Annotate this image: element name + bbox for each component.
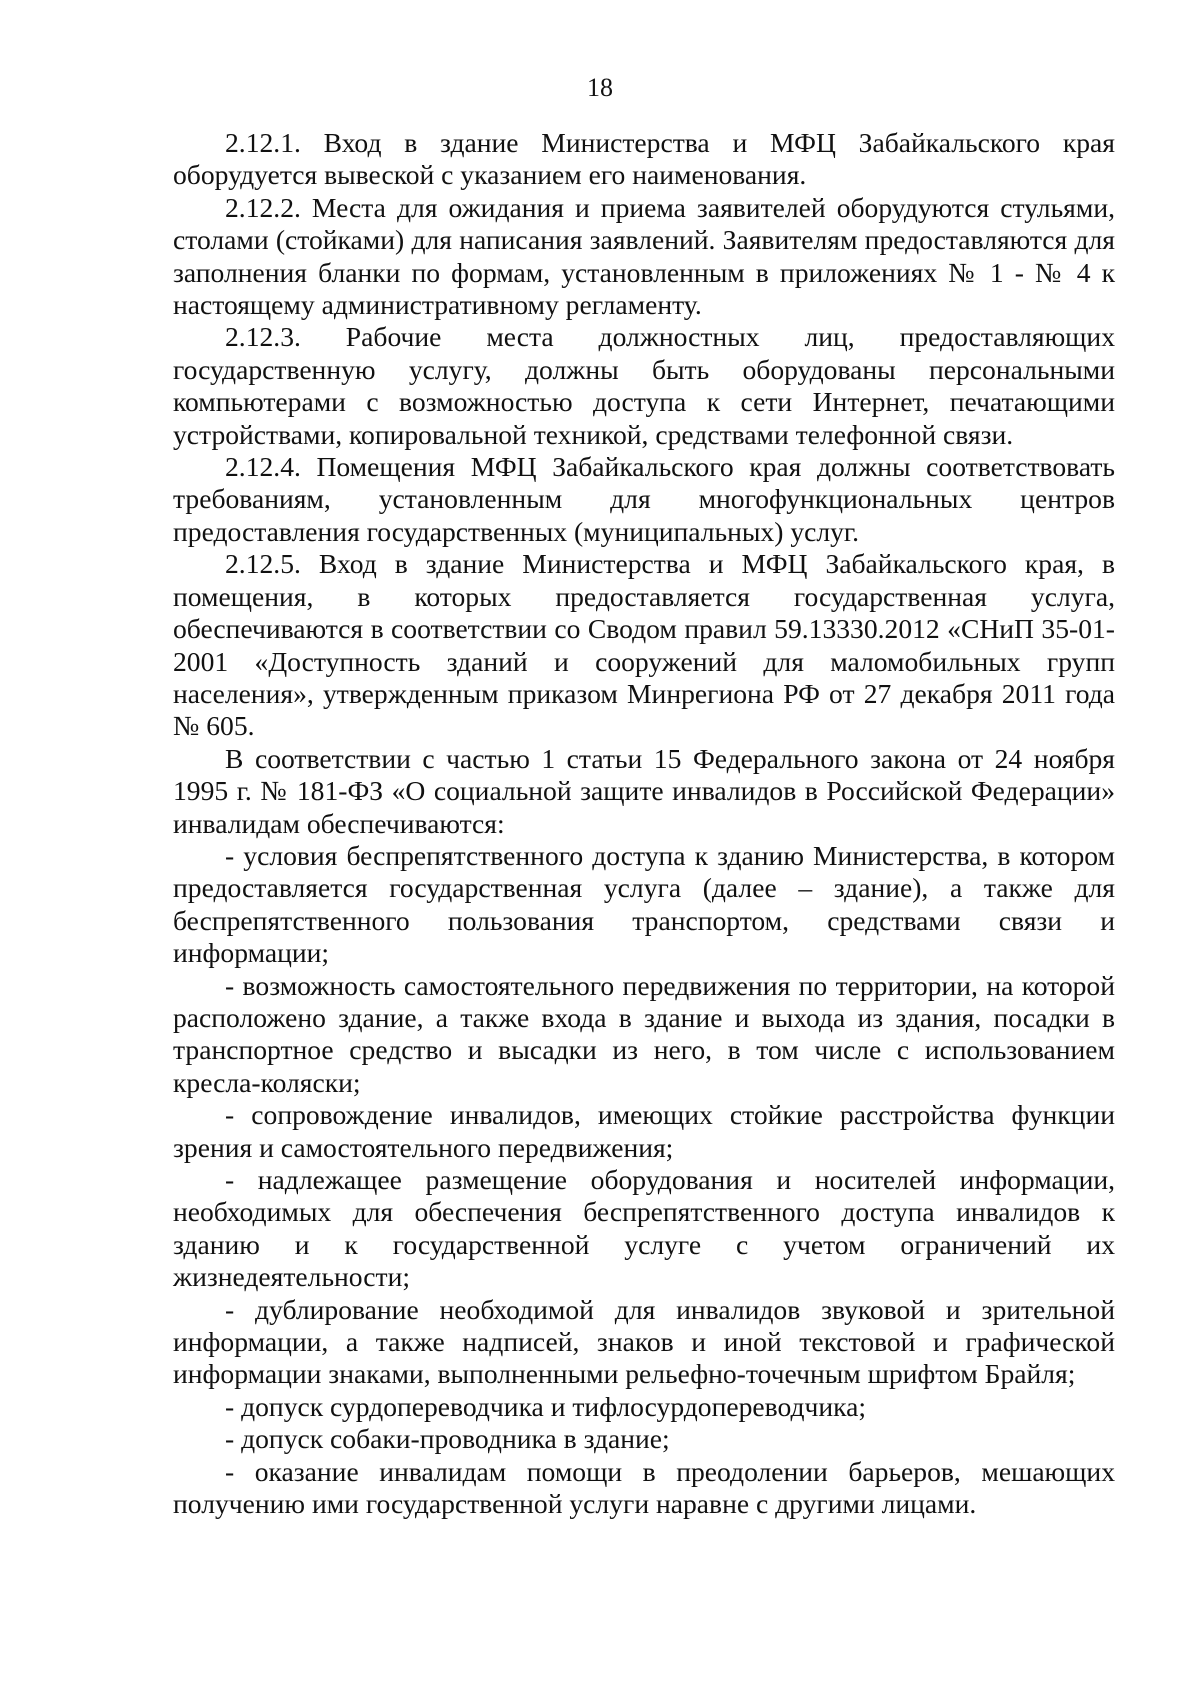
list-item-access-conditions: - условия беспрепятственного доступа к зданию Министерства, в котором предоставляется государственная услуга (далее – здание), а также для беспрепятственного пользования транспортом, средствами связи и информации; (173, 839, 1115, 969)
document-body (173, 127, 1115, 1520)
list-item-equipment-placement: - надлежащее размещение оборудования и носителей информации, необходимых для обеспечения беспрепятственного доступа инвалидов к зданию и к государственной услуге с учетом ограничений их жизнедеятельности; (173, 1164, 1115, 1293)
paragraph-2-12-3: 2.12.3. Рабочие места должностных лиц, предоставляющих государственную услугу, должны быть оборудованы персональными компьютерами с возможностью доступа к сети Интернет, печатающими устройствами, копировальной техникой, средствами телефонной связи. (173, 321, 1115, 450)
paragraph-2-12-5: 2.12.5. Вход в здание Министерства и МФЦ Забайкальского края, в помещения, в которых предоставляется государственная услуга, обеспечиваются в соответствии со Сводом правил 59.13330.2012 «СНиП 35-01-2001 «Доступность зданий и сооружений для маломобильных групп населения», утвержденным приказом Минрегиона РФ от 27 декабря 2011 года № 605. (173, 548, 1115, 742)
page-number: 18 (587, 73, 613, 102)
list-item-braille-duplication: - дублирование необходимой для инвалидов звуковой и зрительной информации, а также надписей, знаков и иной текстовой и графической информации знаками, выполненными рельефно-точечным шрифтом Брайля; (173, 1293, 1115, 1390)
list-item-movement: - возможность самостоятельного передвижения по территории, на которой расположено здание, а также входа в здание и выхода из здания, посадки в транспортное средство и высадки из него, в том числе с использованием кресла-коляски; (173, 969, 1115, 1098)
paragraph-2-12-4: 2.12.4. Помещения МФЦ Забайкальского края должны соответствовать требованиям, установленным для многофункциональных центров предоставления государственных (муниципальных) услуг. (173, 451, 1115, 547)
list-item-barrier-assistance: - оказание инвалидам помощи в преодолении барьеров, мешающих получению ими государственной услуги наравне с другими лицами. (173, 1455, 1115, 1520)
list-item-accompaniment: - сопровождение инвалидов, имеющих стойкие расстройства функции зрения и самостоятельного передвижения; (173, 1099, 1115, 1163)
paragraph-2-12-1: 2.12.1. Вход в здание Министерства и МФЦ Забайкальского края оборудуется вывеской с указанием его наименования. (173, 127, 1115, 191)
list-item-sign-interpreter: - допуск сурдопереводчика и тифлосурдопереводчика; (225, 1390, 867, 1422)
paragraph-2-12-2: 2.12.2. Места для ожидания и приема заявителей оборудуются стульями, столами (стойками) для написания заявлений. Заявителям предоставляются для заполнения бланки по формам, установленным в приложениях № 1 - № 4 к настоящему административному регламенту. (173, 191, 1115, 321)
paragraph-federal-law-intro: В соответствии с частью 1 статьи 15 Федерального закона от 24 ноября 1995 г. № 181-ФЗ «О социальной защите инвалидов в Российской Федерации» инвалидам обеспечиваются: (173, 742, 1115, 839)
list-item-guide-dog: - допуск собаки-проводника в здание; (225, 1423, 670, 1455)
